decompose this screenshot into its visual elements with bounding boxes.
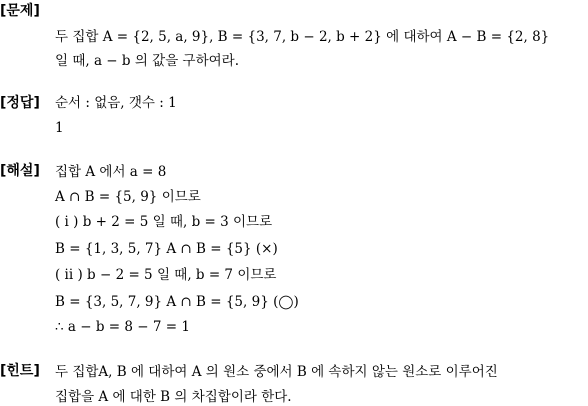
- solution-line-7: ∴ a − b = 8 − 7 = 1: [55, 319, 190, 335]
- problem-line-2: 일 때, a − b 의 값을 구하여라.: [55, 53, 239, 69]
- problem-line-1: 두 집합 A = {2, 5, a, 9}, B = {3, 7, b − 2, b + 2} 에 대하여 A − B = {2, 8}: [55, 29, 550, 45]
- solution-label: [해설]: [0, 163, 40, 179]
- hint-line-2: 집합을 A 에 대한 B 의 차집합이라 한다.: [55, 389, 292, 405]
- solution-line-1: 집합 A 에서 a = 8: [55, 164, 167, 180]
- solution-line-2: A ∩ B = {5, 9} 이므로: [55, 189, 201, 205]
- solution-line-3: ( i ) b + 2 = 5 일 때, b = 3 이므로: [55, 214, 273, 230]
- answer-line-1: 순서 : 없음, 갯수 : 1: [55, 95, 177, 111]
- answer-label: [정답]: [0, 95, 40, 111]
- solution-line-5: ( ii ) b − 2 = 5 일 때, b = 7 이므로: [55, 267, 277, 283]
- solution-line-6: B = {3, 5, 7, 9} A ∩ B = {5, 9} (◯): [55, 294, 299, 310]
- solution-line-4: B = {1, 3, 5, 7} A ∩ B = {5} (×): [55, 241, 278, 257]
- hint-label: [힌트]: [0, 363, 40, 379]
- answer-line-2: 1: [55, 120, 64, 136]
- hint-line-1: 두 집합A, B 에 대하여 A 의 원소 중에서 B 에 속하지 않는 원소로 이루어진: [55, 364, 498, 380]
- problem-label: [문제]: [0, 3, 40, 19]
